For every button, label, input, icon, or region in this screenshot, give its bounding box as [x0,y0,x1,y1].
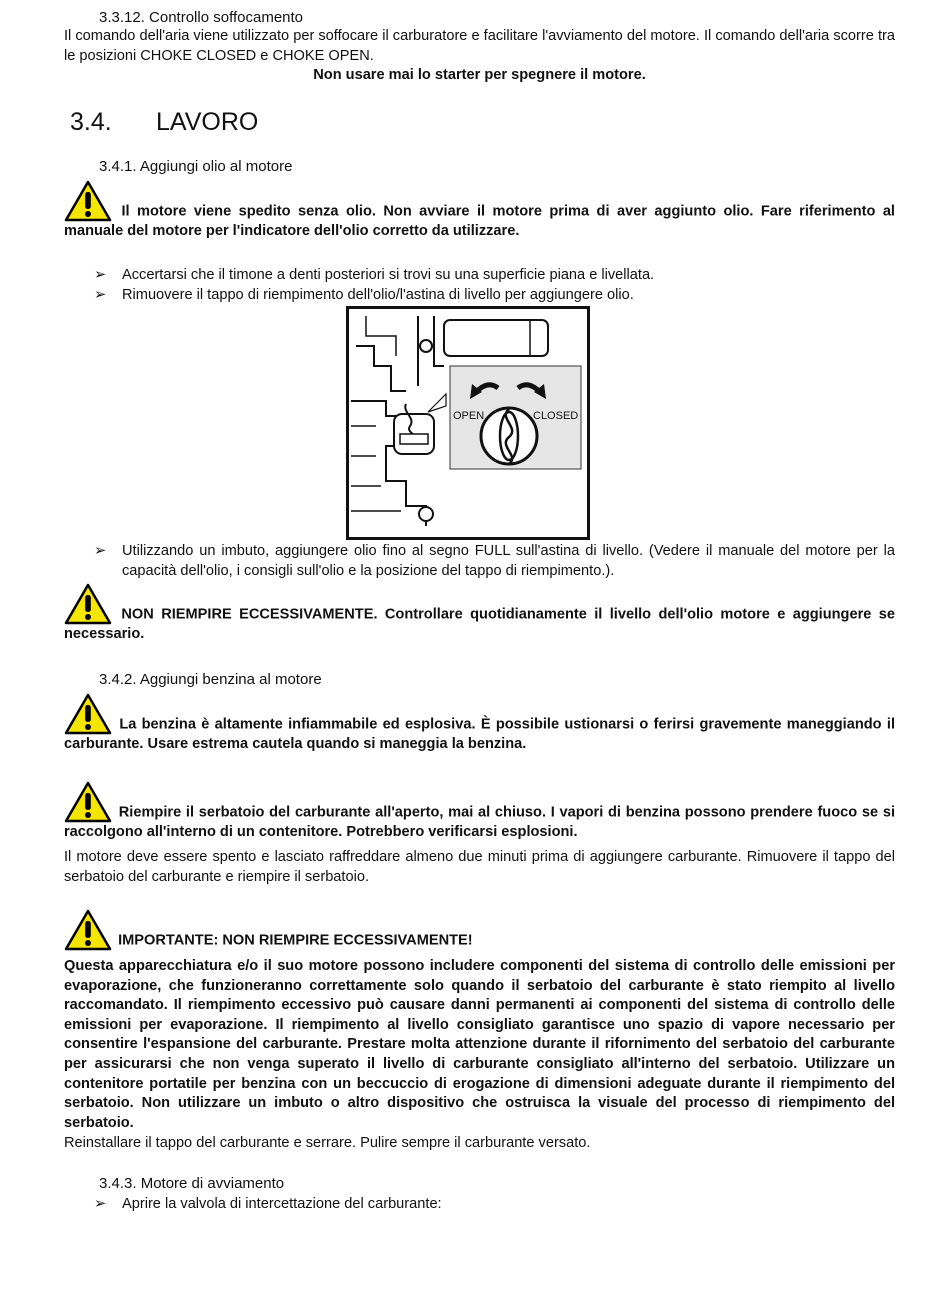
list-item-text: Utilizzando un imbuto, aggiungere olio fino al segno FULL sull'astina di livello. (Vedere il manuale del motore per la capacità dell'olio, i consigli sull'olio e la posizione del tappo di riempimento.). [122,543,895,579]
engine-illustration [346,306,590,540]
section-heading-3-3-12: 3.3.12. Controllo soffocamento [99,9,304,26]
list-item-text: Accertarsi che il timone a denti posteriori si trovi su una superficie piana e livellata. [122,267,655,283]
bullet-arrow-icon: ➢ [94,287,107,303]
section-heading-3-4-1: 3.4.1. Aggiungi olio al motore [99,158,293,175]
list-item-text: Aprire la valvola di intercettazione del carburante: [122,1196,442,1212]
closed-label: CLOSED [533,410,579,422]
warning-text: Il motore viene spedito senza olio. Non avviare il motore prima di aver aggiunto olio. Fare riferimento al manuale del motore per l'indicatore dell'olio corretto da utilizzare. [64,203,895,239]
reinstall-cap-paragraph: Reinstallare il tappo del carburante e serrare. Pulire sempre il carburante versato. [64,1135,591,1151]
warning-triangle-icon [64,180,114,222]
bullet-arrow-icon: ➢ [94,267,107,283]
list-item [94,266,895,286]
oil-cap-figure [346,306,590,540]
open-label: OPEN [453,410,485,422]
warning-text: NON RIEMPIRE ECCESSIVAMENTE. Controllare quotidianamente il livello dell'olio motore e aggiungere se necessario. [64,606,895,642]
bullet-arrow-icon: ➢ [94,543,107,559]
warning-text: Riempire il serbatoio del carburante all'aperto, mai al chiuso. I vapori di benzina possono prendere fuoco se si raccolgono all'interno di un contenitore. Potrebbero verificarsi esplosioni. [64,804,896,840]
list-item-text: Rimuovere il tappo di riempimento dell'olio/l'astina di livello per aggiungere olio. [122,287,634,303]
warning-oil-shipped [64,180,895,242]
important-overfill-title [64,909,895,951]
section-heading-3-4 [70,107,258,137]
warning-triangle-icon [64,781,114,823]
section-heading-3-4-3: 3.4.3. Motore di avviamento [99,1175,285,1192]
list-item [94,542,895,581]
bullet-arrow-icon: ➢ [94,1196,107,1212]
warning-triangle-icon [64,583,114,625]
warning-flammable [64,693,895,755]
section-title: LAVORO [156,108,259,136]
warning-triangle-icon [64,909,114,951]
warning-triangle-icon [64,693,114,735]
important-overfill-body: Questa apparecchiatura e/o il suo motore possono includere componenti del sistema di controllo delle emissioni per evaporazione, che funzioneranno correttamente solo quando il serbatoio del carburante è stato riempito al livello raccomandato. Il riempimento eccessivo può causare danni permanenti ai componenti del sistema di controllo delle emissioni per evaporazione. Il riempimento al livello consigliato garantisce uno spazio di vapore necessario per consentire l'espansione del carburante. Prestare molta attenzione durante il rifornimento del serbatoio del carburante per assicurarsi che non venga superato il livello di carburante consigliato all'interno del serbatoio. Utilizzare un contenitore portatile per benzina con un beccuccio di erogazione di dimensioni adeguate durante il riempimento del serbatoio. Non utilizzare un imbuto o altro dispositivo che ostruisca la visuale del processo di riempimento del serbatoio. [64,958,895,1131]
warning-refuel-outdoors [64,781,895,843]
warning-text: La benzina è altamente infiammabile ed esplosiva. È possibile ustionarsi o ferirsi gravemente maneggiando il carburante. Usare estrema cautela quando si maneggia la benzina. [64,716,896,752]
section-number: 3.4. [70,108,112,136]
list-item [94,286,895,306]
section-heading-3-4-2: 3.4.2. Aggiungi benzina al motore [99,671,322,688]
list-item [94,1195,895,1215]
choke-note: Non usare mai lo starter per spegnere il motore. [313,67,646,83]
important-title-text: IMPORTANTE: NON RIEMPIRE ECCESSIVAMENTE! [118,932,473,949]
warning-overfill-oil [64,583,895,645]
choke-description: Il comando dell'aria viene utilizzato per soffocare il carburatore e facilitare l'avviamento del motore. Il comando dell'aria scorre tra le posizioni CHOKE CLOSED e CHOKE OPEN. [64,28,895,64]
engine-cool-paragraph: Il motore deve essere spento e lasciato raffreddare almeno due minuti prima di aggiungere carburante. Rimuovere il tappo del serbatoio del carburante e riempire il serbatoio. [64,849,895,885]
